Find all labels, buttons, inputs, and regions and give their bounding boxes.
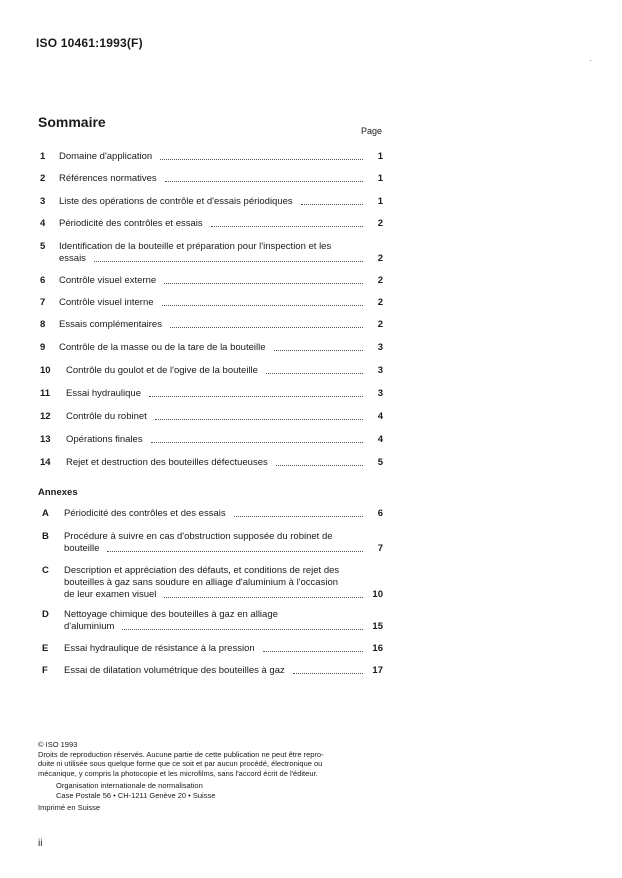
dot-leader xyxy=(276,465,363,466)
copyright-line: © ISO 1993 xyxy=(38,740,78,749)
page-reference: 2 xyxy=(377,319,383,330)
clause-number: 8 xyxy=(40,319,46,330)
toc-entry xyxy=(0,364,622,377)
entry-title: Périodicité des contrôles et des essais xyxy=(64,508,226,519)
entry-title: Périodicité des contrôles et essais xyxy=(59,218,203,229)
toc-entry xyxy=(0,341,622,354)
page-reference: 15 xyxy=(372,621,383,632)
annex-entry xyxy=(0,530,622,555)
dot-leader xyxy=(155,419,363,420)
page-number: ii xyxy=(38,838,43,849)
dot-leader xyxy=(149,396,363,397)
dot-leader xyxy=(263,651,363,652)
dot-leader xyxy=(170,327,363,328)
clause-number: 3 xyxy=(40,196,46,207)
toc-entry xyxy=(0,195,622,208)
entry-title: Identification de la bouteille et préparation pour l'inspection et les xyxy=(59,241,332,252)
dot-leader xyxy=(151,442,363,443)
annex-letter: E xyxy=(42,643,49,654)
clause-number: 11 xyxy=(40,388,51,399)
entry-title: Essai hydraulique xyxy=(66,388,141,399)
dot-leader xyxy=(234,516,363,517)
annex-letter: F xyxy=(42,665,48,676)
toc-entry xyxy=(0,296,622,309)
annex-entry xyxy=(0,608,622,633)
entry-title: Contrôle du robinet xyxy=(66,411,147,422)
page-reference: 4 xyxy=(377,434,383,445)
dot-leader xyxy=(162,305,363,306)
entry-title: d'aluminium xyxy=(64,621,115,632)
clause-number: 10 xyxy=(40,365,51,376)
toc-entry xyxy=(0,217,622,230)
clause-number: 14 xyxy=(40,457,51,468)
clause-number: 7 xyxy=(40,297,46,308)
entry-title: de leur examen visuel xyxy=(64,589,157,600)
toc-entry xyxy=(0,172,622,185)
entry-title: Opérations finales xyxy=(66,434,143,445)
entry-title: Essais complémentaires xyxy=(59,319,162,330)
rights-line: mécanique, y compris la photocopie et les microfilms, sans l'accord écrit de l'éditeur. xyxy=(38,768,318,778)
rights-line: Droits de reproduction réservés. Aucune partie de cette publication ne peut être repro- xyxy=(38,749,324,759)
clause-number: 1 xyxy=(40,151,46,162)
page-reference: 3 xyxy=(377,365,383,376)
copyright-block xyxy=(38,740,398,813)
dot-leader xyxy=(274,350,364,351)
toc-entry xyxy=(0,433,622,446)
entry-title: essais xyxy=(59,253,86,264)
toc-entry xyxy=(0,318,622,331)
entry-title: bouteille xyxy=(64,543,100,554)
page-reference: 10 xyxy=(372,589,383,600)
annex-entry xyxy=(0,642,622,655)
annexes-heading: Annexes xyxy=(38,487,78,498)
toc-entry xyxy=(0,240,622,265)
annex-entry xyxy=(0,507,622,520)
page-reference: 5 xyxy=(377,457,383,468)
page-column-label: Page xyxy=(360,126,382,136)
entry-title: Contrôle visuel externe xyxy=(59,275,157,286)
page-reference: 2 xyxy=(377,297,383,308)
entry-title: Rejet et destruction des bouteilles défectueuses xyxy=(66,457,268,468)
clause-number: 4 xyxy=(40,218,46,229)
page-reference: 1 xyxy=(377,173,383,184)
rights-line: duite ni utilisée sous quelque forme que ce soit et par aucun procédé, électronique ou xyxy=(38,759,323,768)
page-reference: 1 xyxy=(377,196,383,207)
clause-number: 6 xyxy=(40,275,46,286)
toc-entry xyxy=(0,387,622,400)
entry-title: Procédure à suivre en cas d'obstruction supposée du robinet de xyxy=(64,531,333,542)
entry-title: Description et appréciation des défauts, et conditions de rejet des xyxy=(64,565,340,576)
page-reference: 16 xyxy=(372,643,383,654)
page-reference: 2 xyxy=(377,275,383,286)
annex-entry xyxy=(0,564,622,601)
entry-title: Domaine d'application xyxy=(59,151,153,162)
dot-leader xyxy=(160,159,363,160)
entry-title: Contrôle du goulot et de l'ogive de la bouteille xyxy=(66,365,258,376)
annex-entry xyxy=(0,664,622,677)
entry-title: Essai de dilatation volumétrique des bouteilles à gaz xyxy=(64,665,285,676)
dot-leader xyxy=(266,373,363,374)
printed-in: Imprimé en Suisse xyxy=(38,803,101,812)
dot-leader xyxy=(211,226,363,227)
entry-title: Liste des opérations de contrôle et d'essais périodiques xyxy=(59,196,293,207)
dot-leader xyxy=(301,204,363,205)
dot-leader xyxy=(164,597,363,598)
entry-title: Contrôle de la masse ou de la tare de la bouteille xyxy=(59,342,266,353)
annex-letter: C xyxy=(42,565,49,576)
annex-letter: A xyxy=(42,508,49,519)
entry-title: Références normatives xyxy=(59,173,157,184)
clause-number: 9 xyxy=(40,342,46,353)
dot-leader xyxy=(293,673,363,674)
entry-title: bouteilles à gaz sans soudure en alliage d'aluminium à l'occasion xyxy=(64,577,339,588)
annex-letter: B xyxy=(42,531,49,542)
entry-title: Contrôle visuel interne xyxy=(59,297,154,308)
page-reference: 3 xyxy=(377,342,383,353)
toc-entry xyxy=(0,456,622,469)
clause-number: 12 xyxy=(40,411,51,422)
dot-leader xyxy=(107,551,363,552)
annex-letter: D xyxy=(42,609,49,620)
page-reference: 17 xyxy=(372,665,383,676)
page-reference: 1 xyxy=(377,151,383,162)
page-reference: 4 xyxy=(377,411,383,422)
page-reference: 3 xyxy=(377,388,383,399)
toc-entry xyxy=(0,410,622,423)
page-reference: 7 xyxy=(377,543,383,554)
entry-title: Essai hydraulique de résistance à la pression xyxy=(64,643,255,654)
dot-leader xyxy=(94,261,363,262)
dot-leader xyxy=(122,629,363,630)
page-reference: 6 xyxy=(377,508,383,519)
organisation-address: Case Postale 56 • CH-1211 Genève 20 • Suisse xyxy=(56,790,216,800)
clause-number: 2 xyxy=(40,173,46,184)
document-header: ISO 10461:1993(F) xyxy=(36,36,143,50)
clause-number: 13 xyxy=(40,434,51,445)
entry-title: Nettoyage chimique des bouteilles à gaz en alliage xyxy=(64,609,278,620)
toc-entry xyxy=(0,274,622,287)
organisation-name: Organisation internationale de normalisation xyxy=(56,781,203,790)
toc-entry xyxy=(0,150,622,163)
page-reference: 2 xyxy=(377,218,383,229)
dot-leader xyxy=(164,283,363,284)
page-reference: 2 xyxy=(377,253,383,264)
dot-leader xyxy=(165,181,363,182)
page-title: Sommaire xyxy=(38,114,106,130)
clause-number: 5 xyxy=(40,241,46,252)
